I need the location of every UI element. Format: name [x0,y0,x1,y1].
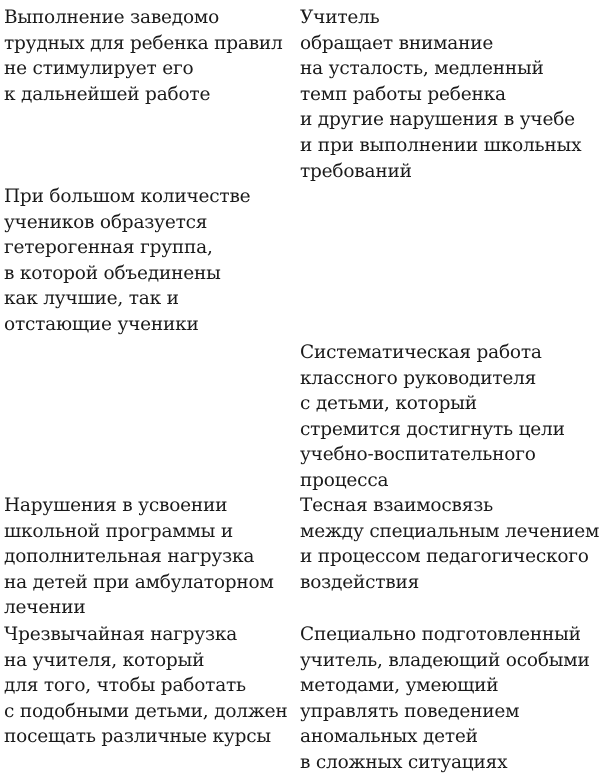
text-line: на усталость, медленный [300,58,544,80]
text-line: методами, умеющий [300,675,499,697]
text-line: стремится достигнуть цели [300,418,565,440]
row-4-left-text [4,493,294,621]
text-line: между специальным лечением [300,520,600,542]
text-line: учеников образуется [4,211,208,233]
text-line: аномальных детей [300,726,478,748]
row-5-left-text [4,622,294,750]
text-line: требований [300,160,412,182]
text-line: отстающие ученики [4,313,199,335]
text-line: и при выполнении школьных [300,134,582,156]
text-line: обращает внимание [300,32,494,54]
text-line: учитель, владеющий особыми [300,649,590,671]
text-line: Чрезвычайная нагрузка [4,624,238,645]
text-line: трудных для ребенка правил [4,32,283,54]
text-line: и процессом педагогического [300,546,589,568]
text-line: Систематическая работа [300,342,542,363]
row-5-right-text [300,622,596,776]
text-line: для того, чтобы работать [4,675,246,697]
text-line: Тесная взаимосвязь [300,495,493,516]
text-line: в сложных ситуациях [300,751,508,773]
text-line: с подобными детьми, должен [4,700,288,722]
row-1-left-text [4,5,294,107]
text-line: и другие нарушения в учебе [300,109,575,131]
row-1-right-text [300,5,596,184]
text-line: управлять поведением [300,700,520,722]
text-line: школьной программы и [4,520,233,542]
text-line: Учитель [300,7,380,28]
text-line: Нарушения в усвоении [4,495,228,516]
row-3-right-text [300,340,596,494]
text-line: процесса [300,469,389,491]
text-line: на учителя, который [4,649,205,671]
text-line: в которой объединены [4,262,221,284]
text-line: учебно-воспитательного [300,444,536,466]
text-line: посещать различные курсы [4,726,271,748]
text-line: гетерогенная группа, [4,237,213,259]
text-line: Выполнение заведомо [4,7,220,28]
text-line: классного руководителя [300,367,537,389]
text-line: При большом количестве [4,186,251,207]
text-line: воздействия [300,571,420,593]
text-line: не стимулирует его [4,58,194,80]
text-line: к дальнейшей работе [4,83,211,105]
text-line: дополнительная нагрузка [4,546,255,568]
text-line: как лучшие, так и [4,288,179,310]
text-line: темп работы ребенка [300,83,506,105]
text-line: с детьми, который [300,393,477,415]
text-line: Специально подготовленный [300,624,581,645]
row-2-left-text [4,184,294,338]
text-line: на детей при амбулаторном [4,571,274,593]
text-line: лечении [4,597,86,619]
row-4-right-text [300,493,600,595]
